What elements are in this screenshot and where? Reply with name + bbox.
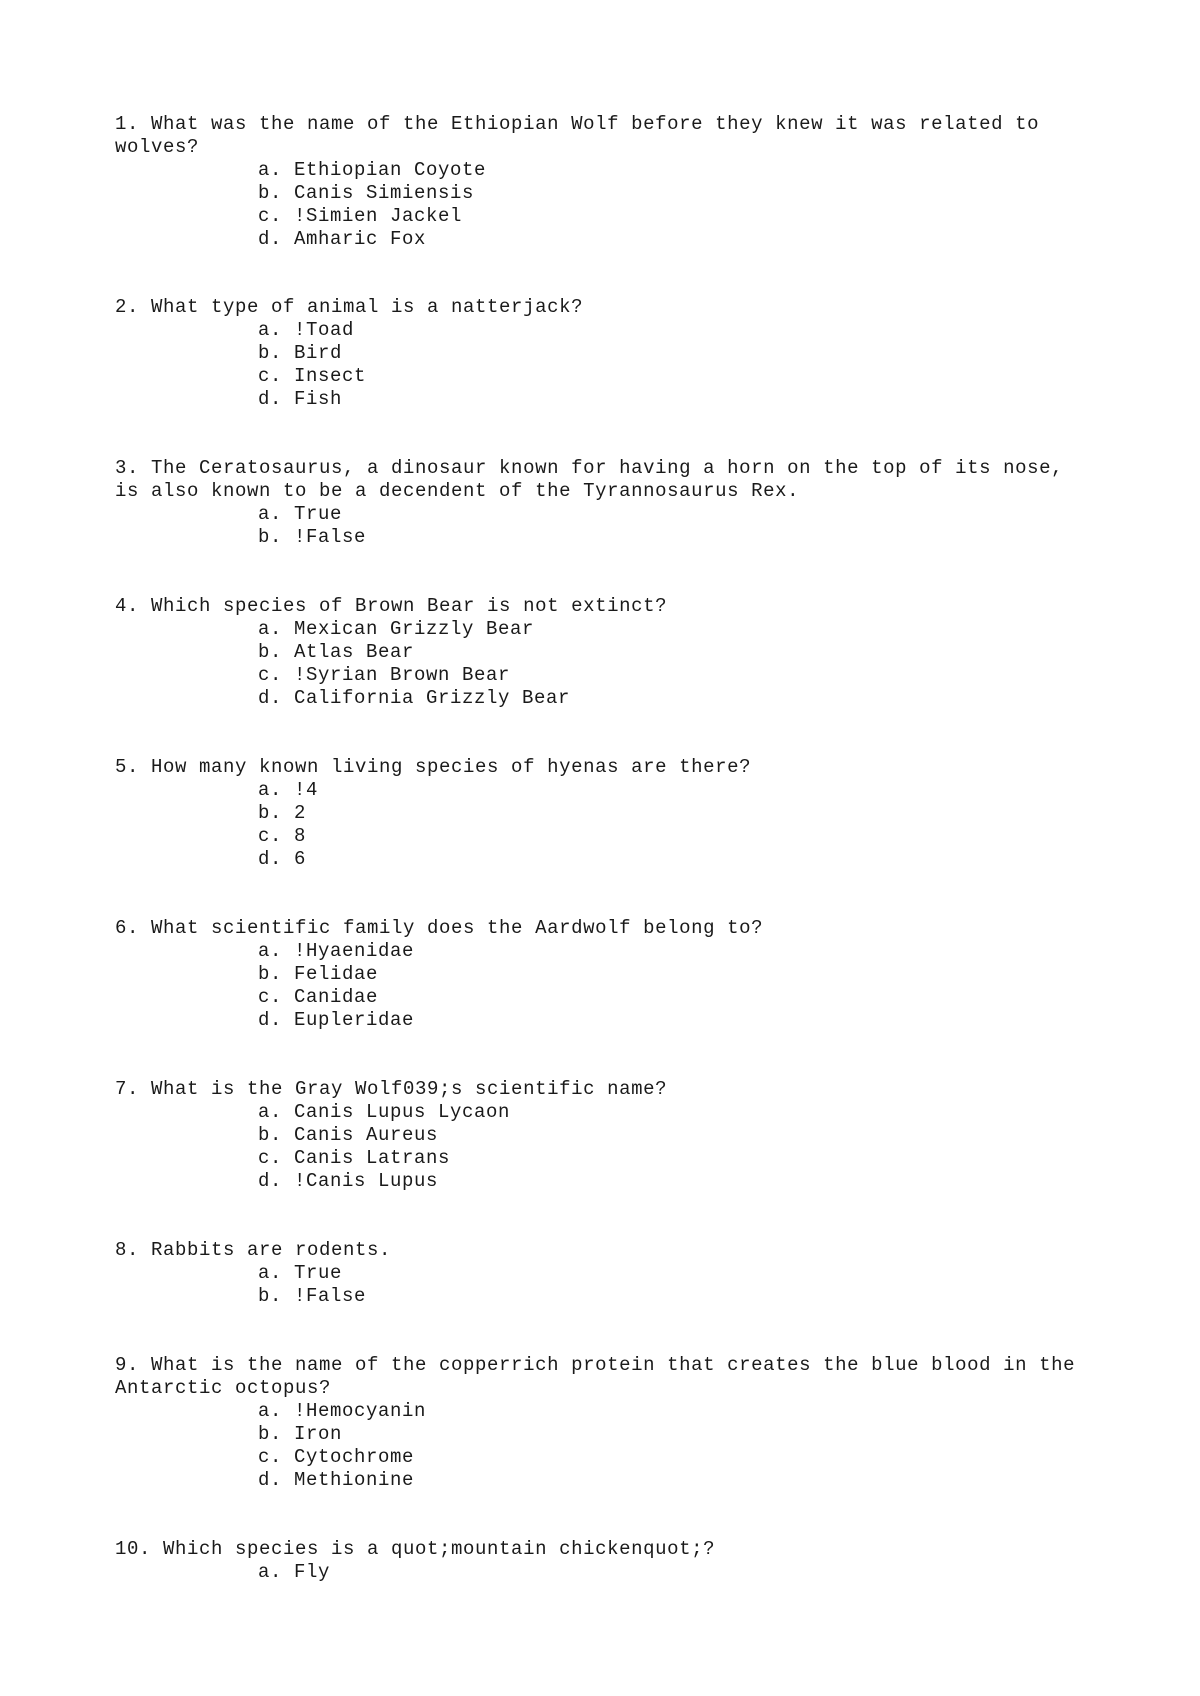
option-d: d. Fish [258, 388, 343, 410]
question-6 [115, 917, 1095, 1078]
option-c: c. Insect [258, 365, 367, 387]
option-a: a. !Hyaenidae [258, 940, 415, 962]
question-text: 7. What is the Gray Wolf039;s scientific name? [115, 1078, 668, 1100]
options-list [115, 1400, 1095, 1492]
quiz-content [115, 113, 1095, 1584]
question-text: 8. Rabbits are rodents. [115, 1239, 392, 1261]
question-8 [115, 1239, 1095, 1354]
question-text: 3. The Ceratosaurus, a dinosaur known for having a horn on the top of its nose, is also known to be a decendent of the Tyrannosaurus Rex. [115, 457, 1076, 502]
question-text: 4. Which species of Brown Bear is not extinct? [115, 595, 668, 617]
option-a: a. True [258, 503, 343, 525]
question-text: 2. What type of animal is a natterjack? [115, 296, 584, 318]
question-text: 10. Which species is a quot;mountain chickenquot;? [115, 1538, 716, 1560]
option-d: d. Amharic Fox [258, 228, 427, 250]
option-b: b. Felidae [258, 963, 379, 985]
question-text: 9. What is the name of the copperrich protein that creates the blue blood in the Antarctic octopus? [115, 1354, 1088, 1399]
option-b: b. Iron [258, 1423, 343, 1445]
option-d: d. 6 [258, 848, 307, 870]
option-a: a. Fly [258, 1561, 331, 1583]
options-list [115, 779, 1095, 871]
question-10 [115, 1538, 1095, 1584]
option-c: c. 8 [258, 825, 307, 847]
question-9 [115, 1354, 1095, 1538]
option-a: a. True [258, 1262, 343, 1284]
question-5 [115, 756, 1095, 917]
option-a: a. Ethiopian Coyote [258, 159, 487, 181]
options-list [115, 1561, 1095, 1584]
options-list [115, 319, 1095, 411]
option-c: c. Canis Latrans [258, 1147, 451, 1169]
option-d: d. !Canis Lupus [258, 1170, 439, 1192]
option-c: c. Canidae [258, 986, 379, 1008]
option-a: a. !Toad [258, 319, 355, 341]
option-a: a. Mexican Grizzly Bear [258, 618, 535, 640]
option-c: c. !Simien Jackel [258, 205, 463, 227]
option-d: d. Methionine [258, 1469, 415, 1491]
option-a: a. !Hemocyanin [258, 1400, 427, 1422]
options-list [115, 159, 1095, 251]
question-text: 5. How many known living species of hyenas are there? [115, 756, 752, 778]
option-b: b. Atlas Bear [258, 641, 415, 663]
options-list [115, 1262, 1095, 1308]
option-b: b. Canis Aureus [258, 1124, 439, 1146]
option-b: b. !False [258, 1285, 367, 1307]
option-d: d. Eupleridae [258, 1009, 415, 1031]
option-b: b. Canis Simiensis [258, 182, 475, 204]
option-b: b. !False [258, 526, 367, 548]
question-3 [115, 457, 1095, 595]
option-c: c. !Syrian Brown Bear [258, 664, 511, 686]
option-d: d. California Grizzly Bear [258, 687, 571, 709]
options-list [115, 618, 1095, 710]
question-4 [115, 595, 1095, 756]
question-text: 1. What was the name of the Ethiopian Wolf before they knew it was related to wolves? [115, 113, 1052, 158]
option-b: b. 2 [258, 802, 307, 824]
option-a: a. Canis Lupus Lycaon [258, 1101, 511, 1123]
options-list [115, 503, 1095, 549]
option-b: b. Bird [258, 342, 343, 364]
options-list [115, 1101, 1095, 1193]
question-text: 6. What scientific family does the Aardwolf belong to? [115, 917, 764, 939]
option-a: a. !4 [258, 779, 319, 801]
question-2 [115, 296, 1095, 457]
question-1 [115, 113, 1095, 296]
options-list [115, 940, 1095, 1032]
option-c: c. Cytochrome [258, 1446, 415, 1468]
question-7 [115, 1078, 1095, 1239]
